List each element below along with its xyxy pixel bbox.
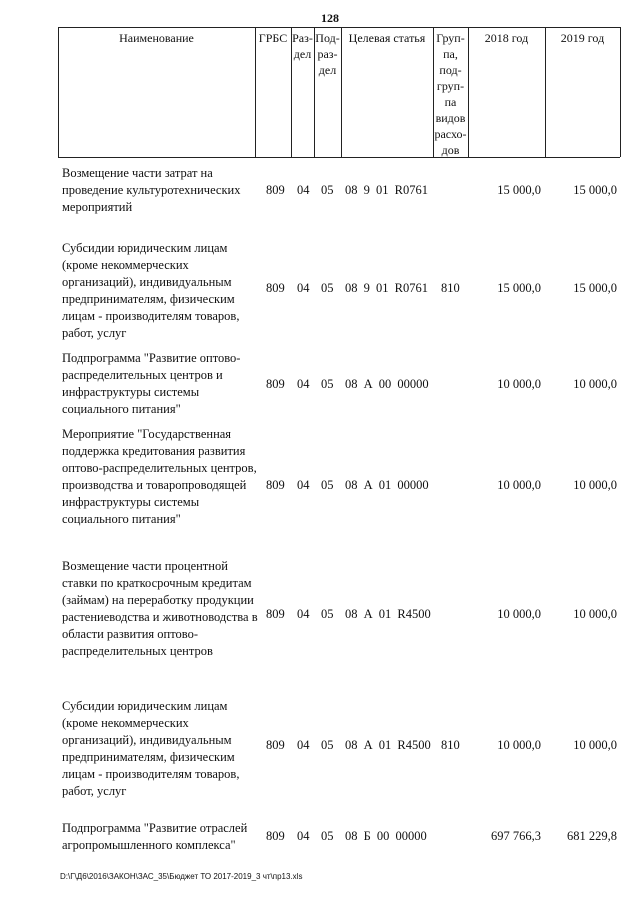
row-name: Подпрограмма "Развитие оптово-распределительных центров и инфраструктуры системы социального питания" xyxy=(62,351,241,416)
page-number: 128 xyxy=(321,11,339,25)
row-target: 08 9 01 R0761 xyxy=(345,183,428,197)
header-podrazdel: Под- раз- дел xyxy=(315,31,340,77)
row-grbs: 809 xyxy=(266,478,285,492)
row-podrazdel: 05 xyxy=(321,377,334,391)
row-2019: 10 000,0 xyxy=(573,607,617,621)
row-razdel: 04 xyxy=(297,281,310,295)
row-2019: 10 000,0 xyxy=(573,738,617,752)
row-name: Возмещение части затрат на проведение культуротехнических мероприятий xyxy=(62,166,241,214)
col-border xyxy=(620,27,621,157)
row-podrazdel: 05 xyxy=(321,738,334,752)
header-2018: 2018 год xyxy=(484,31,529,45)
row-grbs: 809 xyxy=(266,281,285,295)
row-2018: 10 000,0 xyxy=(497,478,541,492)
row-grbs: 809 xyxy=(266,183,285,197)
row-grbs: 809 xyxy=(266,377,285,391)
row-2018: 697 766,3 xyxy=(491,829,541,843)
row-2019: 15 000,0 xyxy=(573,183,617,197)
row-grbs: 809 xyxy=(266,738,285,752)
row-group: 810 xyxy=(441,738,460,752)
row-razdel: 04 xyxy=(297,478,310,492)
row-name: Субсидии юридическим лицам (кроме некоммерческих организаций), индивидуальным предпринимателям, физическим лицам - производителям товаров, работ, услуг xyxy=(62,699,240,798)
row-2019: 10 000,0 xyxy=(573,478,617,492)
row-podrazdel: 05 xyxy=(321,607,334,621)
col-border xyxy=(341,27,342,157)
header-bottom-border xyxy=(58,157,620,158)
footer-file-path: D:\Г\Д6\2016\ЗАКОН\ЗАС_35\Бюджет ТО 2017-2019_3 чт\пр13.xls xyxy=(60,872,303,881)
row-2018: 15 000,0 xyxy=(497,281,541,295)
row-2018: 10 000,0 xyxy=(497,377,541,391)
row-razdel: 04 xyxy=(297,829,310,843)
row-target: 08 А 00 00000 xyxy=(345,377,429,391)
row-grbs: 809 xyxy=(266,829,285,843)
header-group: Груп- па, под- груп- па видов расхо- дов xyxy=(434,31,467,157)
row-podrazdel: 05 xyxy=(321,478,334,492)
row-razdel: 04 xyxy=(297,377,310,391)
row-name: Подпрограмма "Развитие отраслей агропромышленного комплекса" xyxy=(62,821,248,852)
row-podrazdel: 05 xyxy=(321,281,334,295)
row-target: 08 Б 00 00000 xyxy=(345,829,427,843)
col-border xyxy=(58,27,59,157)
col-border xyxy=(468,27,469,157)
row-2018: 15 000,0 xyxy=(497,183,541,197)
row-target: 08 А 01 00000 xyxy=(345,478,429,492)
row-razdel: 04 xyxy=(297,607,310,621)
row-2019: 15 000,0 xyxy=(573,281,617,295)
row-target: 08 9 01 R0761 xyxy=(345,281,428,295)
row-target: 08 А 01 R4500 xyxy=(345,607,431,621)
row-razdel: 04 xyxy=(297,738,310,752)
row-name: Субсидии юридическим лицам (кроме некоммерческих организаций), индивидуальным предпринимателям, физическим лицам - производителям товаров, работ, услуг xyxy=(62,241,240,340)
row-podrazdel: 05 xyxy=(321,183,334,197)
col-border xyxy=(255,27,256,157)
row-2018: 10 000,0 xyxy=(497,607,541,621)
row-razdel: 04 xyxy=(297,183,310,197)
header-2019: 2019 год xyxy=(560,31,605,45)
row-2019: 681 229,8 xyxy=(567,829,617,843)
row-2019: 10 000,0 xyxy=(573,377,617,391)
header-razdel: Раз- дел xyxy=(292,31,313,61)
row-2018: 10 000,0 xyxy=(497,738,541,752)
col-border xyxy=(545,27,546,157)
row-target: 08 А 01 R4500 xyxy=(345,738,431,752)
row-group: 810 xyxy=(441,281,460,295)
header-name: Наименование xyxy=(119,31,194,45)
row-podrazdel: 05 xyxy=(321,829,334,843)
row-grbs: 809 xyxy=(266,607,285,621)
table-top-border xyxy=(58,27,620,28)
header-grbs: ГРБС xyxy=(258,31,288,45)
header-target: Целевая статья xyxy=(348,31,426,45)
row-name: Мероприятие "Государственная поддержка кредитования развития оптово-распределительных центров, производства и товаропроводящей инфраструктуры системы социального питания" xyxy=(62,427,257,526)
row-name: Возмещение части процентной ставки по краткосрочным кредитам (займам) на переработку продукции растениеводства и животноводства в области развития оптово-распределительных центров xyxy=(62,559,258,658)
